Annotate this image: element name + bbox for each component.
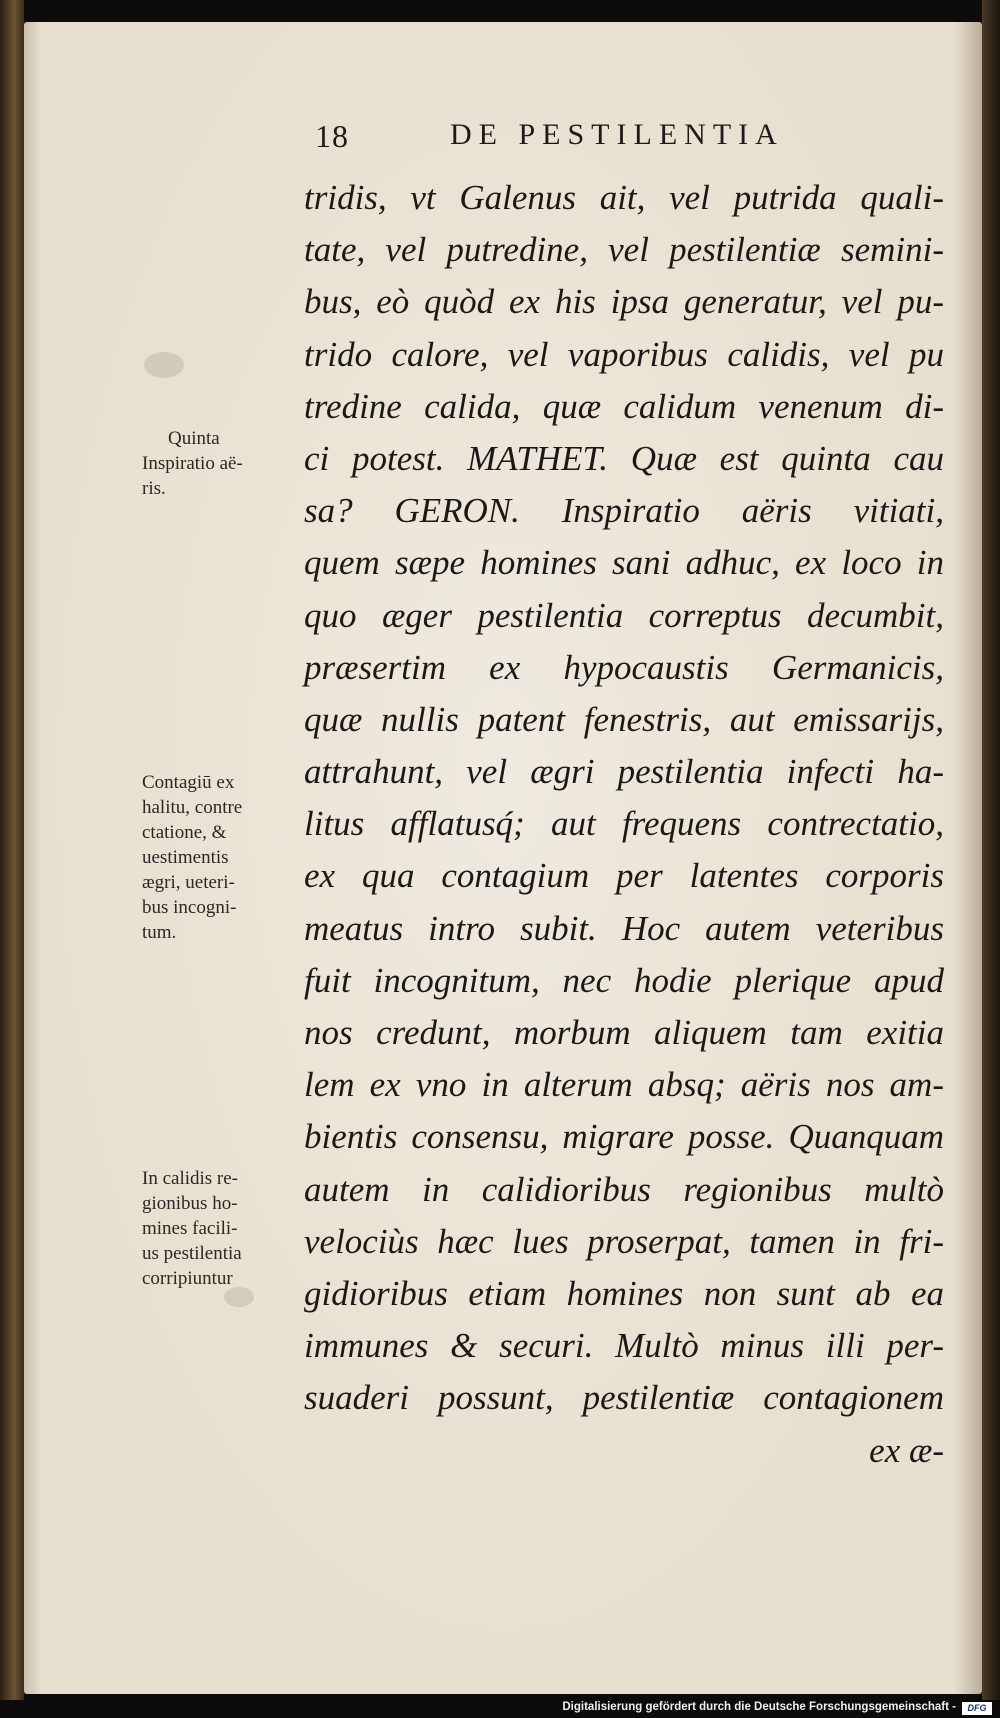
margin-note-line: corripiuntur <box>142 1268 233 1289</box>
margin-note-line: Contagiū ex <box>142 772 235 793</box>
margin-note-calidis <box>142 1166 292 1291</box>
paper-stain <box>144 352 184 378</box>
page-header <box>315 118 895 168</box>
text-line: quæ nullis patent fenestris, aut emissarijs, <box>304 699 944 739</box>
text-line: gidioribus etiam homines non sunt ab ea <box>304 1273 944 1313</box>
book-spine-edge <box>0 0 24 1700</box>
margin-note-line: Inspiratio aë- <box>142 453 243 474</box>
margin-note-line: Quinta <box>168 428 220 449</box>
text-line: velociùs hæc lues proserpat, tamen in fri- <box>304 1221 944 1261</box>
text-line: litus afflatusq́; aut frequens contrectatio, <box>304 804 944 844</box>
text-line: attrahunt, vel ægri pestilentia infecti ha- <box>304 752 944 792</box>
running-title: DE PESTILENTIA <box>450 118 784 151</box>
margin-note-line: ctatione, & <box>142 822 227 843</box>
dfg-logo[interactable]: DFG <box>962 1702 992 1715</box>
margin-note-line: ris. <box>142 478 166 499</box>
margin-note-quinta <box>142 426 292 501</box>
text-line: bus, eò quòd ex his ipsa generatur, vel pu- <box>304 282 944 322</box>
margin-note-line: uestimentis <box>142 847 229 868</box>
text-line: ex qua contagium per latentes corporis <box>304 856 944 896</box>
margin-note-line: mines facili- <box>142 1218 238 1239</box>
text-line: præsertim ex hypocaustis Germanicis, <box>304 647 944 687</box>
text-line: quo æger pestilentia correptus decumbit, <box>304 595 944 635</box>
text-line: tate, vel putredine, vel pestilentiæ semini- <box>304 230 944 270</box>
margin-note-line: tum. <box>142 922 177 943</box>
text-line: tridis, vt Galenus ait, vel putrida quali- <box>304 178 944 217</box>
digitization-footer <box>0 1700 1000 1718</box>
margin-note-line: bus incogni- <box>142 897 237 918</box>
text-line: ci potest. MATHET. Quæ est quinta cau <box>304 438 944 478</box>
margin-note-line: In calidis re- <box>142 1168 239 1189</box>
funding-notice: Digitalisierung gefördert durch die Deutsche Forschungsgemeinschaft - <box>562 1701 956 1713</box>
book-right-edge <box>982 0 1000 1700</box>
catchword: ex æ- <box>869 1430 944 1470</box>
page-number: 18 <box>315 118 349 154</box>
margin-note-line: gionibus ho- <box>142 1193 238 1214</box>
text-line: trido calore, vel vaporibus calidis, vel pu <box>304 334 944 374</box>
text-line: bientis consensu, migrare posse. Quanquam <box>304 1117 944 1157</box>
text-line: quem sæpe homines sani adhuc, ex loco in <box>304 543 944 583</box>
text-line: nos credunt, morbum aliquem tam exitia <box>304 1013 944 1052</box>
text-line: autem in calidioribus regionibus multò <box>304 1169 944 1209</box>
margin-note-contagium <box>142 770 292 945</box>
text-line: immunes & securi. Multò minus illi per- <box>304 1326 944 1366</box>
text-line: meatus intro subit. Hoc autem veteribus <box>304 908 944 948</box>
text-line: suaderi possunt, pestilentiæ contagionem <box>304 1378 944 1418</box>
text-line: sa? GERON. Inspiratio aëris vitiati, <box>304 491 944 531</box>
text-line: fuit incognitum, nec hodie plerique apud <box>304 960 944 1000</box>
main-text-block <box>304 172 944 1477</box>
text-line: lem ex vno in alterum absq; aëris nos am- <box>304 1065 944 1105</box>
margin-note-line: us pestilentia <box>142 1243 242 1264</box>
margin-note-line: halitu, contre <box>142 797 243 818</box>
text-line: tredine calida, quæ calidum venenum di- <box>304 386 944 426</box>
margin-note-line: ægri, ueteri- <box>142 872 235 893</box>
